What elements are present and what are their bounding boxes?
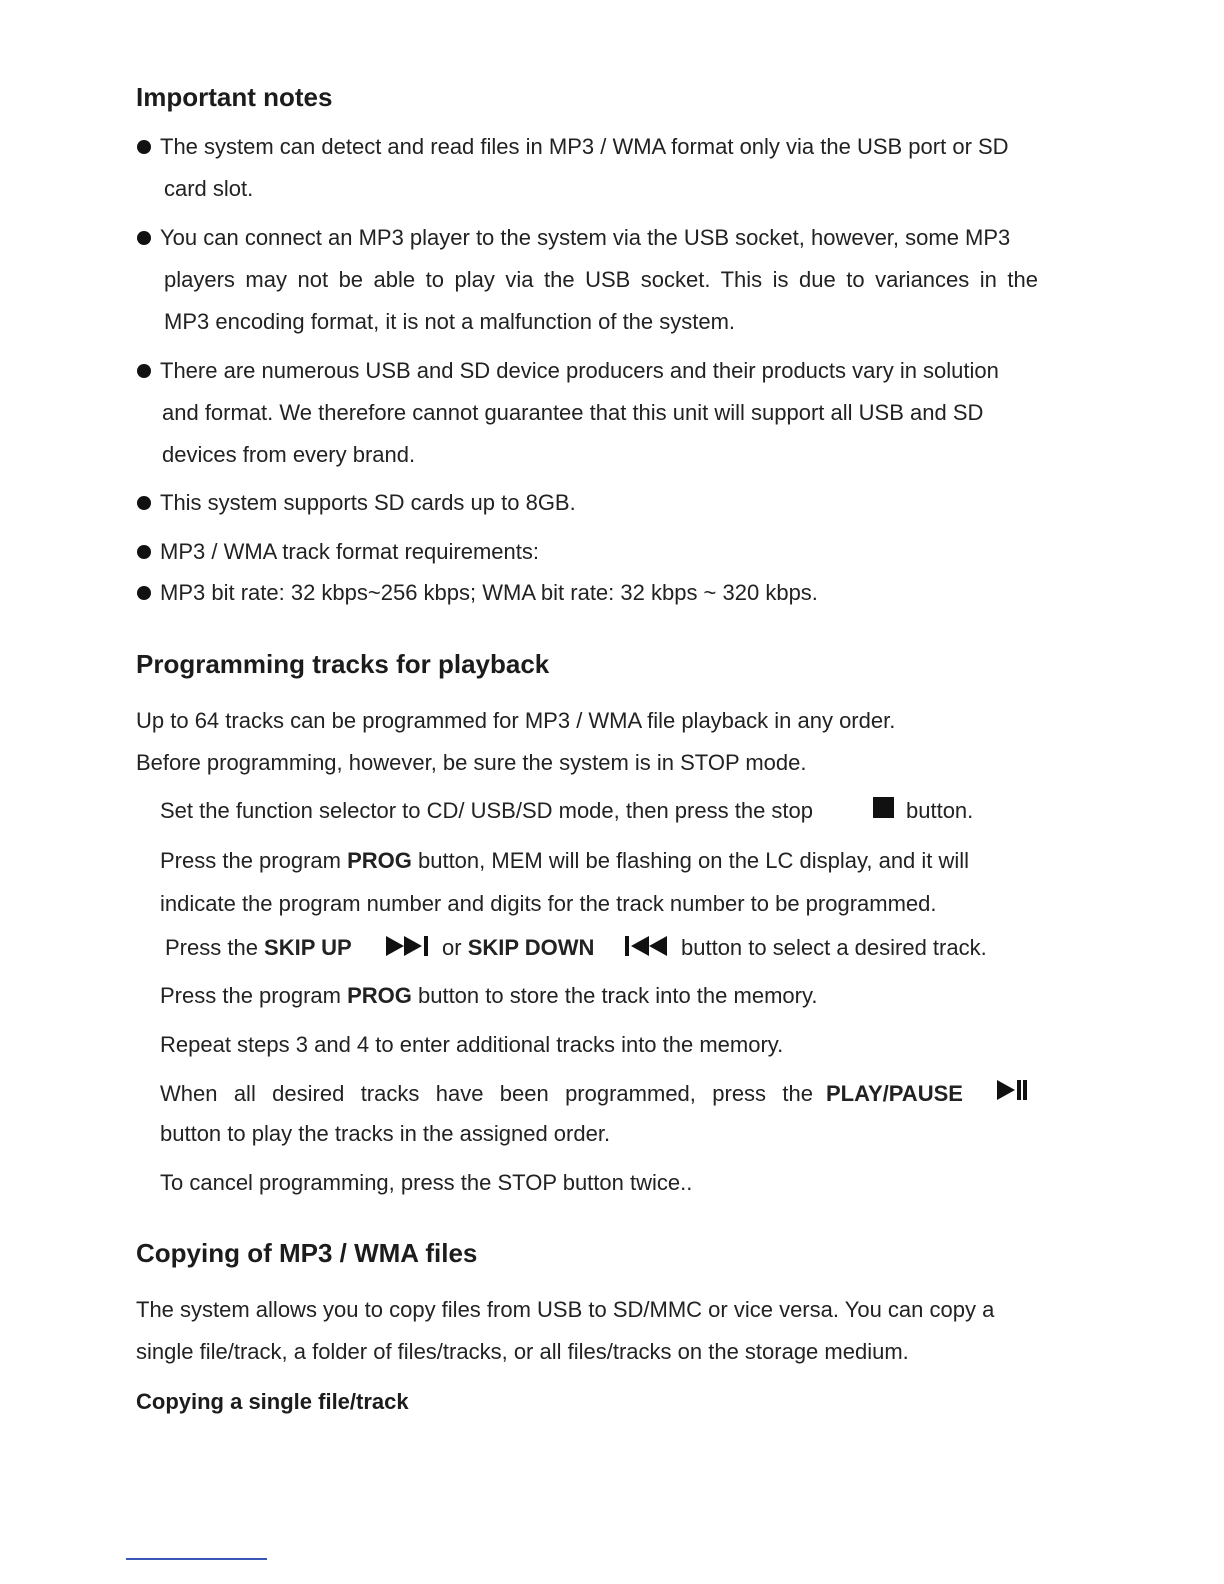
step-4-pre: Press the program — [160, 983, 348, 1008]
note-3-line-1: There are numerous USB and SD device producers and their products vary in solution — [160, 358, 999, 383]
prog-label: PROG — [347, 848, 412, 873]
bullet-dot — [137, 543, 151, 564]
note-2-line-3: MP3 encoding format, it is not a malfunction of the system. — [164, 309, 736, 334]
note-6: MP3 bit rate: 32 kbps~256 kbps; WMA bit rate: 32 kbps ~ 320 kbps. — [160, 580, 818, 605]
note-1-line-1: The system can detect and read files in MP3 / WMA format only via the USB port or SD — [160, 134, 1009, 159]
skip-up-label: SKIP UP — [264, 935, 352, 960]
bullet-dot — [137, 584, 151, 605]
step-3-pre — [165, 935, 352, 961]
stop-square-icon — [873, 797, 894, 818]
note-5: MP3 / WMA track format requirements: — [160, 539, 539, 564]
programming-intro-line-1: Up to 64 tracks can be programmed for MP3 / WMA file playback in any order. — [136, 708, 896, 733]
copying-paragraph-line-2: single file/track, a folder of files/tracks, or all files/tracks on the storage medium. — [136, 1339, 909, 1364]
step-3-post: button to select a desired track. — [681, 935, 987, 960]
note-3-line-2: and format. We therefore cannot guarantee that this unit will support all USB and SD — [162, 400, 984, 425]
bullet-dot — [137, 494, 151, 515]
step-5-line: Repeat steps 3 and 4 to enter additional tracks into the memory. — [160, 1032, 784, 1057]
copying-paragraph-line-1: The system allows you to copy files from USB to SD/MMC or vice versa. You can copy a — [136, 1297, 995, 1322]
heading-programming-tracks: Programming tracks for playback — [136, 649, 550, 679]
note-2-line-2: players may not be able to play via the USB socket. This is due to variances in the — [164, 267, 1038, 292]
skip-back-icon — [625, 934, 671, 958]
heading-important-notes: Important notes — [136, 82, 333, 112]
step-6-line-1: When all desired tracks have been programmed, press the — [160, 1081, 813, 1106]
note-3-line-3: devices from every brand. — [162, 442, 416, 467]
step-2-line-1 — [160, 848, 969, 874]
bullet-dot — [137, 362, 151, 383]
skip-down-label: SKIP DOWN — [467, 935, 595, 960]
step-7-line: To cancel programming, press the STOP button twice.. — [160, 1170, 693, 1195]
step-1-text: Set the function selector to CD/ USB/SD mode, then press the stop — [160, 798, 813, 823]
programming-intro-line-2: Before programming, however, be sure the system is in STOP mode. — [136, 750, 807, 775]
bullet-dot — [137, 138, 151, 159]
note-2-line-1: You can connect an MP3 player to the system via the USB socket, however, some MP3 — [160, 225, 1011, 250]
step-3-or: or — [442, 935, 468, 960]
step-2-pre: Press the program — [160, 848, 348, 873]
step-3-press-the: Press the — [165, 935, 265, 960]
prog-label: PROG — [347, 983, 412, 1008]
note-1-line-2: card slot. — [164, 176, 254, 201]
step-1-button-word: button. — [906, 798, 974, 823]
step-2-line-2: indicate the program number and digits for the track number to be programmed. — [160, 891, 937, 916]
play-pause-label: PLAY/PAUSE — [826, 1081, 963, 1106]
step-4-line — [160, 983, 817, 1009]
step-4-post: button to store the track into the memory. — [411, 983, 818, 1008]
bullet-dot — [137, 229, 151, 250]
step-2-post: button, MEM will be flashing on the LC display, and it will — [411, 848, 970, 873]
step-6-line-2: button to play the tracks in the assigned order. — [160, 1121, 611, 1146]
play-pause-icon — [997, 1078, 1029, 1102]
footnote-rule — [126, 1558, 267, 1560]
subheading-copying-single-file: Copying a single file/track — [136, 1389, 409, 1414]
step-3-mid — [442, 935, 594, 961]
heading-copying-files: Copying of MP3 / WMA files — [136, 1238, 478, 1268]
note-4: This system supports SD cards up to 8GB. — [160, 490, 576, 515]
skip-forward-icon — [386, 934, 432, 958]
